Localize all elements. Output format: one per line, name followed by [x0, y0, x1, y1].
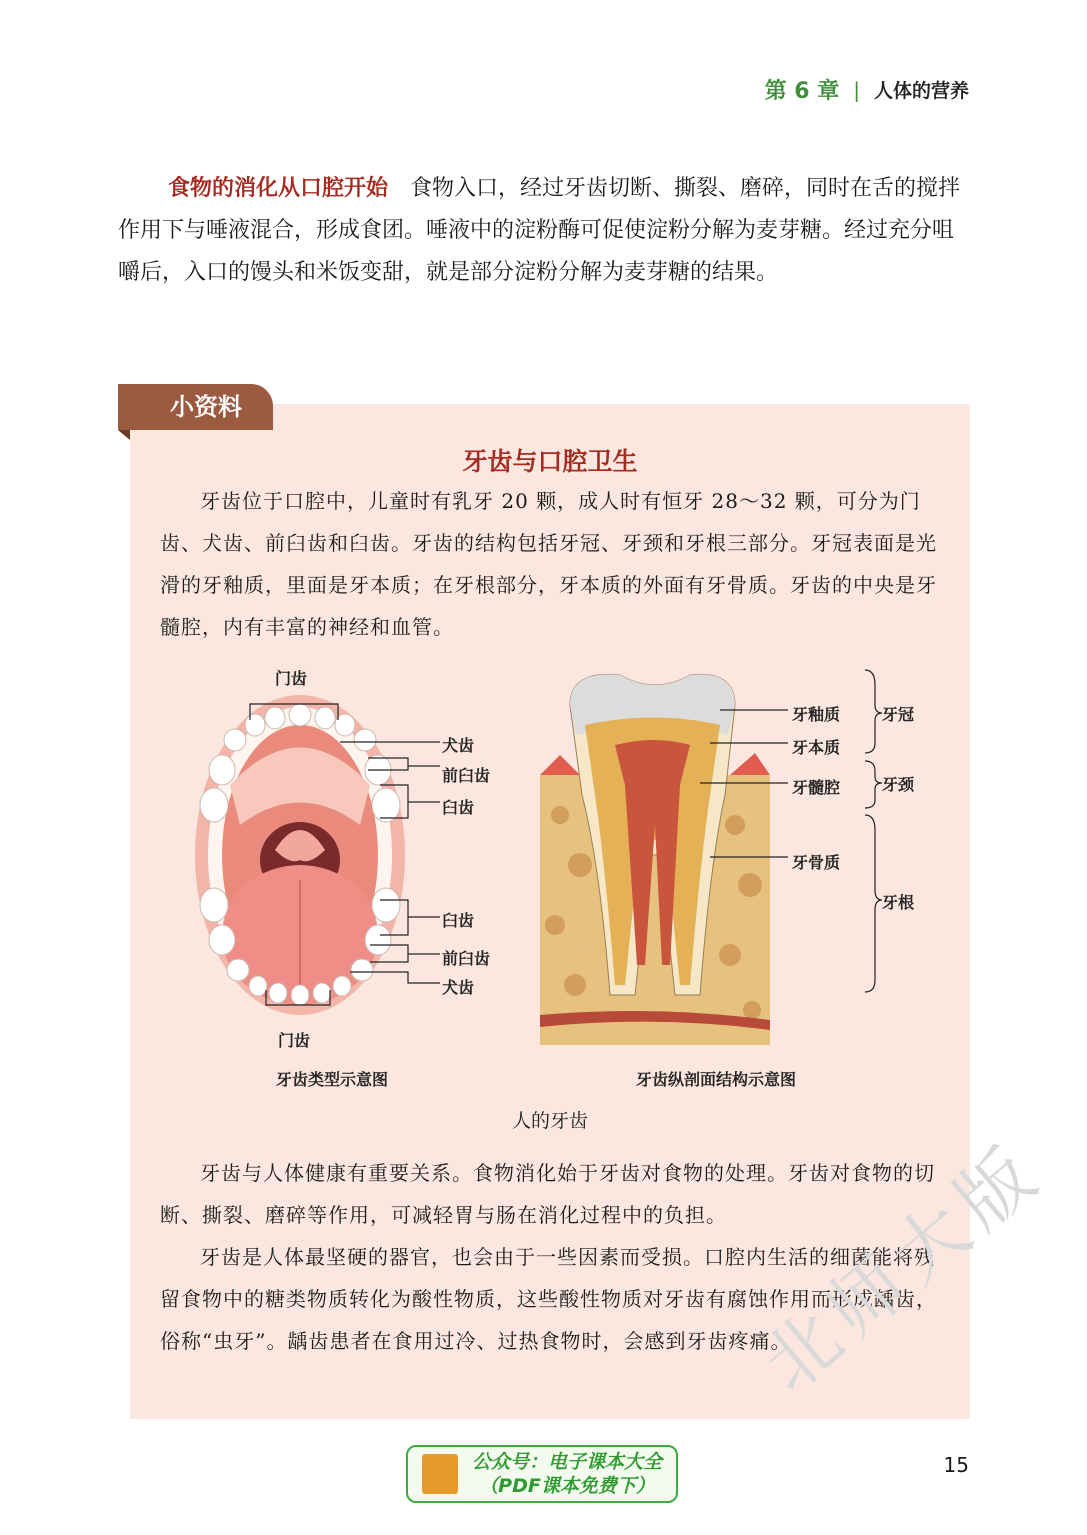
watermark-line-1: 公众号：电子课本大全 [471, 1451, 662, 1473]
label-molar-top: 臼齿 [442, 798, 475, 817]
caption-tooth-section: 牙齿纵剖面结构示意图 [636, 1070, 797, 1089]
label-cementum: 牙骨质 [792, 853, 841, 872]
watermark-text [458, 1450, 676, 1498]
tab-fold [118, 430, 130, 440]
info-box-tab: 小资料 [118, 384, 273, 430]
label-canine-top: 犬齿 [442, 736, 475, 755]
label-incisor-bottom: 门齿 [278, 1031, 311, 1050]
book-icon [422, 1454, 458, 1494]
chapter-number: 第 6 章 [764, 79, 840, 104]
label-premolar-bottom: 前臼齿 [442, 949, 491, 968]
header-separator: | [853, 77, 860, 102]
label-dentin: 牙本质 [792, 738, 841, 757]
edition-stamp: 北师大版 [746, 1126, 1060, 1409]
info-paragraph-1: 牙齿位于口腔中，儿童时有乳牙 20 颗，成人时有恒牙 28～32 颗，可分为门齿、犬齿、前臼齿和臼齿。牙齿的结构包括牙冠、牙颈和牙根三部分。牙冠表面是光滑的牙釉质，里面是牙本质；在牙根部分，牙本质的外面有牙骨质。牙齿的中央是牙髓腔，内有丰富的神经和血管。 [160, 489, 937, 639]
chapter-title: 人体的营养 [873, 80, 969, 102]
watermark-line-2: （PDF课本免费下） [479, 1475, 655, 1497]
label-crown: 牙冠 [882, 705, 915, 724]
info-box-title: 牙齿与口腔卫生 [462, 447, 638, 476]
intro-text: 食物入口，经过牙齿切断、撕裂、磨碎，同时在舌的搅拌作用下与唾液混合，形成食团。唾液中的淀粉酶可促使淀粉分解为麦芽糖。经过充分咀嚼后，入口的馒头和米饭变甜，就是部分淀粉分解为麦芽糖的结果。 [118, 176, 961, 285]
watermark-badge [406, 1445, 678, 1503]
info-paragraph-2: 牙齿与人体健康有重要关系。食物消化始于牙齿对食物的处理。牙齿对食物的切断、撕裂、磨碎等作用，可减轻胃与肠在消化过程中的负担。 [160, 1161, 935, 1227]
intro-paragraph [118, 168, 970, 294]
label-pulp-cavity: 牙髓腔 [792, 778, 841, 797]
label-enamel: 牙釉质 [792, 705, 841, 724]
label-molar-bottom: 臼齿 [442, 911, 475, 930]
caption-tooth-types: 牙齿类型示意图 [276, 1070, 389, 1089]
page-header [765, 74, 969, 105]
label-incisor-top: 门齿 [275, 669, 308, 688]
label-canine-bottom: 犬齿 [442, 978, 475, 997]
label-root: 牙根 [882, 893, 915, 912]
intro-lead: 食物的消化从口腔开始 [168, 176, 389, 201]
info-paragraph-3: 牙齿是人体最坚硬的器官，也会由于一些因素而受损。口腔内生活的细菌能将残留食物中的糖类物质转化为酸性物质，这些酸性物质对牙齿有腐蚀作用而形成龋齿，俗称“虫牙”。龋齿患者在食用过冷、过热食物时，会感到牙齿疼痛。 [160, 1245, 937, 1353]
mouth-label-lines [240, 690, 440, 1025]
label-neck: 牙颈 [882, 775, 915, 794]
page-number: 15 [943, 1453, 969, 1477]
figure-caption: 人的牙齿 [511, 1110, 588, 1132]
label-premolar-top: 前臼齿 [442, 766, 491, 785]
